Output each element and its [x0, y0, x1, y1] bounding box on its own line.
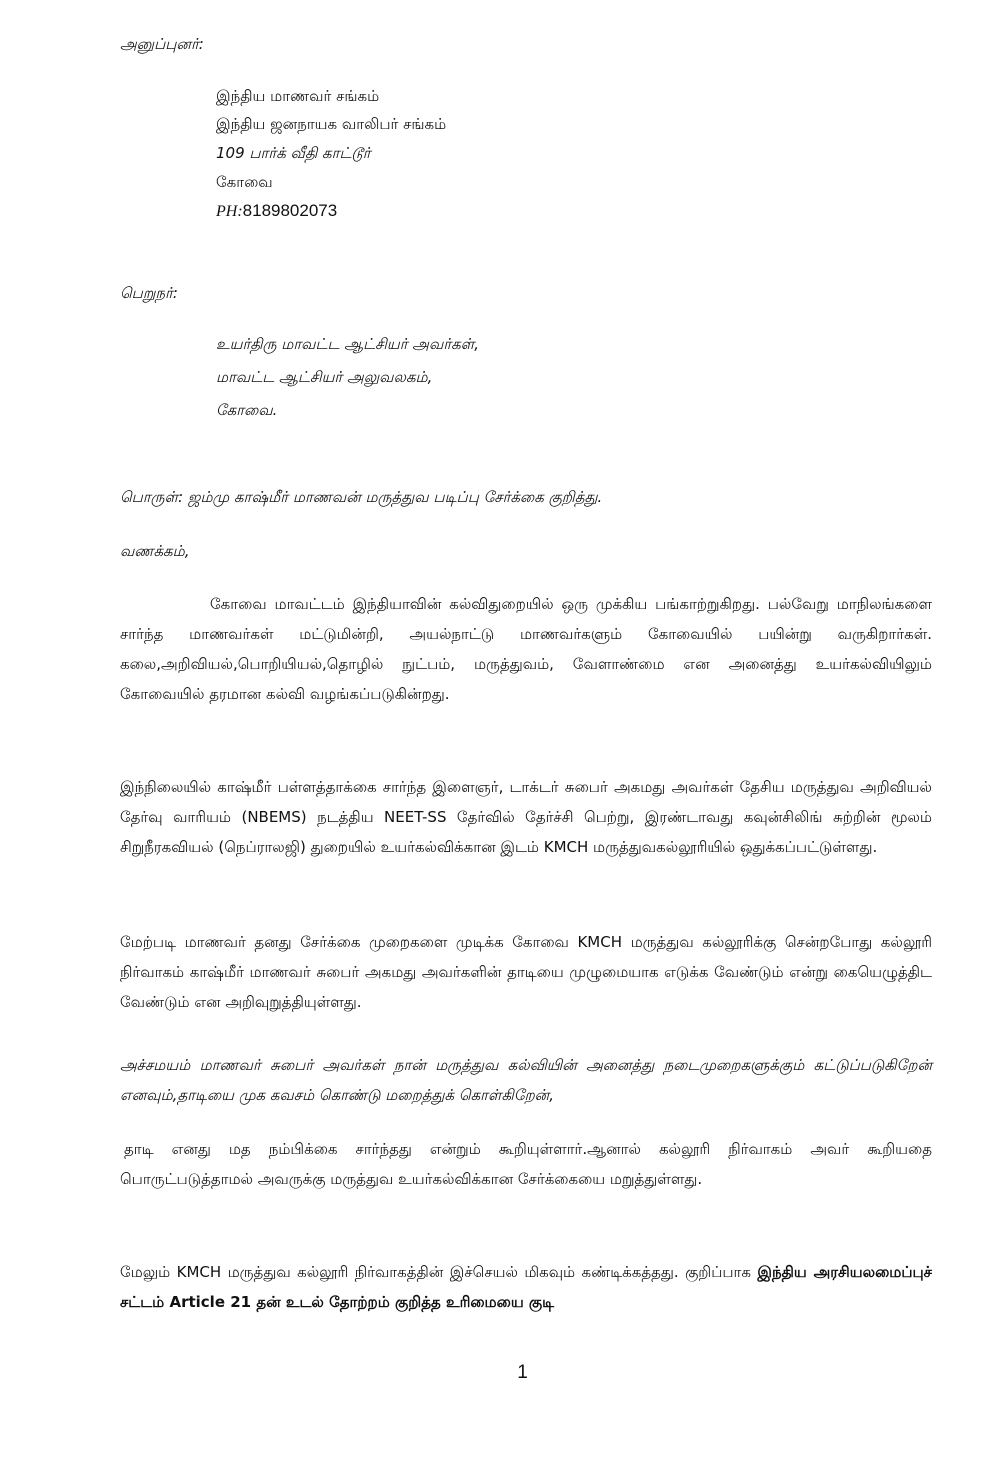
recipient-label: பெறுநர்: — [120, 284, 178, 302]
body-paragraph-1 — [120, 589, 932, 709]
page-number: 1 — [517, 1362, 528, 1383]
sender-line-1: இந்திய மாணவர் சங்கம் — [216, 87, 380, 105]
phone-number: 8189802073 — [242, 201, 338, 220]
paragraph-6-normal: மேலும் KMCH மருத்துவ கல்லூரி நிர்வாகத்தின் இச்செயல் மிகவும் கண்டிக்கத்தது. குறிப்பாக — [120, 1263, 751, 1281]
body-paragraph-4: அச்சமயம் மாணவர் சுபைர் அவர்கள் நான் மருத்துவ கல்வியின் அனைத்து நடைமுறைகளுக்கும் கட்டுப்படுகிறேன் எனவும்,தாடியை முக கவசம் கொண்டு மறைத்துக் கொள்கிறேன், — [120, 1056, 932, 1104]
recipient-line-2: மாவட்ட ஆட்சியர் அலுவலகம், — [216, 368, 433, 386]
phone-label: PH: — [216, 203, 243, 220]
subject-label: பொருள்: — [120, 488, 184, 506]
greeting: வணக்கம், — [120, 542, 190, 560]
subject-text: ஜம்மு காஷ்மீர் மாணவன் மருத்துவ படிப்பு சேர்க்கை குறித்து. — [187, 488, 603, 506]
body-paragraph-6 — [120, 1257, 932, 1317]
paragraph-5-text: தாடி எனது மத நம்பிக்கை சார்ந்தது என்றும் கூறியுள்ளார்.ஆனால் கல்லூரி நிர்வாகம் அவர் கூறியதை பொருட்படுத்தாமல் அவருக்கு மருத்துவ உயர்கல்விக்கான சேர்க்கையை மறுத்துள்ளது. — [120, 1140, 932, 1188]
subject-line — [120, 486, 602, 508]
body-paragraph-2: இந்நிலையில் காஷ்மீர் பள்ளத்தாக்கை சார்ந்த இளைஞர், டாக்டர் சுபைர் அகமது அவர்கள் தேசிய மருத்துவ அறிவியல் தேர்வு வாரியம் (NBEMS) நடத்திய NEET-SS தேர்வில் தேர்ச்சி பெற்று, இரண்டாவது கவுன்சிலிங் சுற்றின் மூலம் சிறுநீரகவியல் (நெப்ராலஜி) துறையில் உயர்கல்விக்கான இடம் KMCH மருத்துவகல்லூரியில் ஒதுக்கப்பட்டுள்ளது. — [120, 778, 932, 856]
sender-line-2: இந்திய ஜனநாயக வாலிபர் சங்கம் — [216, 115, 447, 133]
sender-line-4: கோவை — [216, 173, 273, 191]
sender-line-3: 109 பார்க் வீதி காட்டூர் — [216, 144, 371, 162]
sender-label: அனுப்புனர்: — [120, 35, 204, 53]
body-paragraph-5 — [120, 1134, 932, 1194]
paragraph-6-bold: இந்திய அரசியலமைப்புச் சட்டம் Article 21 தன் உடல் தோற்றம் குறித்த உரிமையை குடி — [120, 1263, 932, 1311]
sender-phone — [216, 200, 337, 223]
recipient-line-1: உயர்திரு மாவட்ட ஆட்சியர் அவர்கள், — [216, 335, 480, 353]
paragraph-1-text: கோவை மாவட்டம் இந்தியாவின் கல்விதுறையில் ஒரு முக்கிய பங்காற்றுகிறது. பல்வேறு மாநிலங்களை சார்ந்த மாணவர்கள் மட்டுமின்றி, அயல்நாட்டு மாணவர்களும் கோவையில் பயின்று வருகிறார்கள். கலை,அறிவியல்,பொறியியல்,தொழில் நுட்பம், மருத்துவம், வேளாண்மை என அனைத்து உயர்கல்வியிலும் கோவையில் தரமான கல்வி வழங்கப்படுகின்றது. — [120, 595, 932, 703]
body-paragraph-3: மேற்படி மாணவர் தனது சேர்க்கை முறைகளை முடிக்க கோவை KMCH மருத்துவ கல்லூரிக்கு சென்றபோது கல்லூரி நிர்வாகம் காஷ்மீர் மாணவர் சுபைர் அகமது அவர்களின் தாடியை முழுமையாக எடுக்க வேண்டும் என்று கையெழுத்திட வேண்டும் என அறிவுறுத்தியுள்ளது. — [120, 933, 932, 1011]
recipient-line-3: கோவை. — [216, 401, 278, 419]
